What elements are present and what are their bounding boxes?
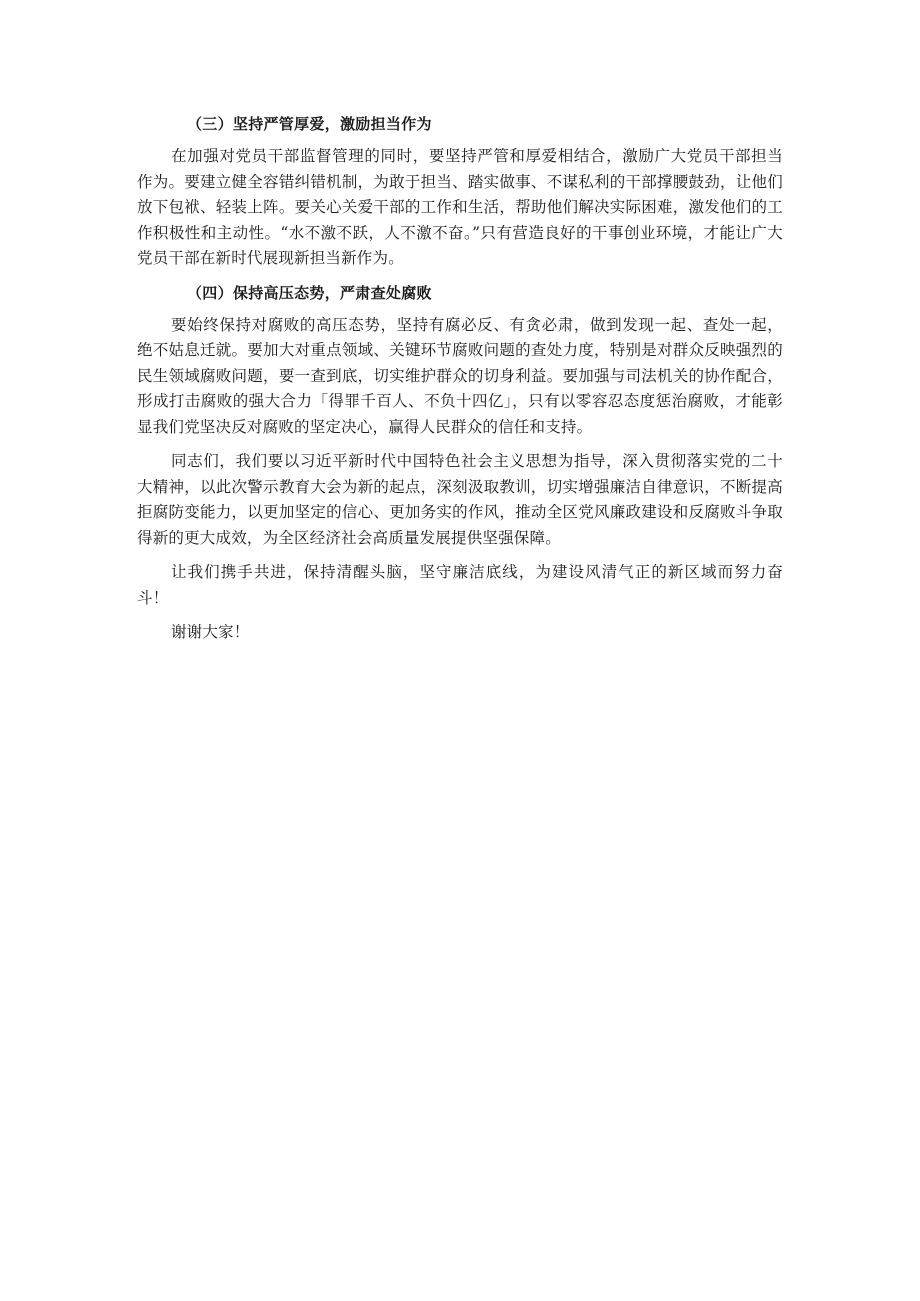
- closing-paragraph-2: 让我们携手共进，保持清醒头脑，坚守廉洁底线，为建设风清气正的新区域而努力奋斗！: [137, 563, 783, 607]
- section-3-heading: （三）坚持严管厚爱，激励担当作为: [187, 115, 432, 133]
- section-4-heading: （四）保持高压态势，严肃查处腐败: [187, 283, 432, 302]
- document-page: [137, 112, 783, 655]
- closing-paragraph-1: 同志们，我们要以习近平新时代中国特色社会主义思想为指导，深入贯彻落实党的二十大精神，以此次警示教育大会为新的起点，深刻汲取教训，切实增强廉洁自律意识，不断提高拒腐防变能力，以更加坚定的信心、更加务实的作风，推动全区党风廉政建设和反腐败斗争取得新的更大成效，为全区经济社会高质量发展提供坚强保障。: [137, 452, 783, 547]
- section-3-paragraph: 在加强对党员干部监督管理的同时，要坚持严管和厚爱相结合，激励广大党员干部担当作为。要建立健全容错纠错机制，为敢于担当、踏实做事、不谋私利的干部撑腰鼓劲，让他们放下包袱、轻装上阵。要关心关爱干部的工作和生活，帮助他们解决实际困难，激发他们的工作积极性和主动性。“水不激不跃，人不激不奋。”只有营造良好的干事创业环境，才能让广大党员干部在新时代展现新担当新作为。: [137, 147, 783, 267]
- thanks-line: 谢谢大家！: [171, 623, 250, 641]
- section-4-paragraph: 要始终保持对腐败的高压态势，坚持有腐必反、有贪必肃，做到发现一起、查处一起，绝不姑息迁就。要加大对重点领域、关键环节腐败问题的查处力度，特别是对群众反映强烈的民生领域腐败问题，要一查到底，切实维护群众的切身利益。要加强与司法机关的协作配合，形成打击腐败的强大合力「得罪千百人、不负十四亿」，只有以零容忍态度惩治腐败，才能彰显我们党坚决反对腐败的坚定决心，赢得人民群众的信任和支持。: [137, 315, 783, 436]
